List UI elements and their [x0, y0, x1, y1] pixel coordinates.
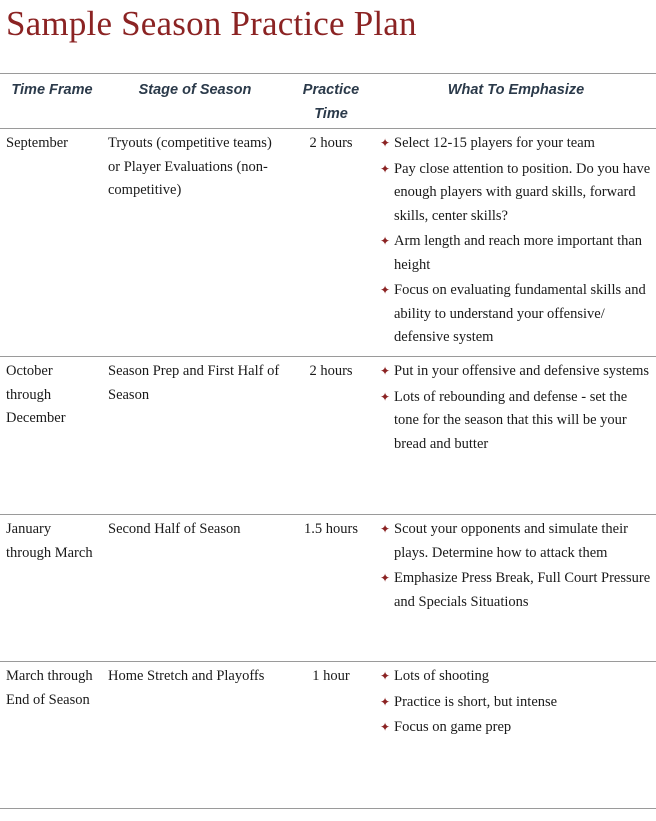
emphasis-cell: [380, 360, 652, 458]
four-pointed-star-icon: ✦: [380, 136, 391, 150]
emphasis-list: [380, 665, 652, 740]
list-item: [380, 132, 652, 156]
header-stage: Stage of Season: [138, 82, 252, 98]
practice-time-cell: 1.5 hours: [304, 521, 358, 537]
practice-time-cell: 1 hour: [312, 668, 350, 684]
list-item: [380, 230, 652, 277]
time-frame-cell: January through March: [6, 521, 93, 561]
header-emphasize: What To Emphasize: [447, 82, 585, 98]
emphasis-list: [380, 360, 652, 456]
emphasis-list: [380, 132, 652, 350]
four-pointed-star-icon: ✦: [380, 720, 391, 734]
header-time-frame: Time Frame: [11, 82, 93, 98]
practice-time-cell: 2 hours: [309, 135, 353, 151]
list-item: [380, 279, 652, 350]
row-rule: [0, 514, 656, 515]
row-rule: [0, 808, 656, 809]
four-pointed-star-icon: ✦: [380, 364, 391, 378]
time-frame-cell: March through End of Season: [6, 668, 93, 708]
list-item: [380, 716, 652, 740]
list-item: [380, 691, 652, 715]
list-item: [380, 665, 652, 689]
four-pointed-star-icon: ✦: [380, 571, 391, 585]
header-practice-time: Practice Time: [302, 82, 360, 122]
emphasis-text: Lots of rebounding and defense - set the tone for the season that this will be your bread and butter: [394, 388, 628, 452]
row-rule: [0, 661, 656, 662]
practice-time-cell: 2 hours: [309, 363, 353, 379]
emphasis-text: Lots of shooting: [394, 668, 490, 684]
four-pointed-star-icon: ✦: [380, 234, 391, 248]
emphasis-cell: [380, 665, 652, 742]
stage-cell: Season Prep and First Half of Season: [108, 363, 280, 403]
emphasis-text: Practice is short, but intense: [394, 693, 558, 710]
time-frame-cell: October through December: [6, 363, 66, 426]
row-rule: [0, 356, 656, 357]
four-pointed-star-icon: ✦: [380, 389, 391, 404]
emphasis-text: Scout your opponents and simulate their plays. Determine how to attack them: [394, 521, 628, 561]
emphasis-text: Focus on evaluating fundamental skills and ability to understand your offensive/ defensive system: [394, 282, 646, 345]
four-pointed-star-icon: ✦: [380, 161, 391, 176]
four-pointed-star-icon: ✦: [380, 669, 391, 683]
emphasis-cell: [380, 518, 652, 616]
stage-cell: Tryouts (competitive teams) or Player Evaluations (non-competitive): [108, 135, 272, 198]
emphasis-text: Emphasize Press Break, Full Court Pressure and Specials Situations: [394, 570, 651, 610]
emphasis-text: Put in your offensive and defensive systems: [394, 363, 650, 379]
header-top-rule: [0, 73, 656, 74]
four-pointed-star-icon: ✦: [380, 694, 391, 709]
list-item: [380, 567, 652, 614]
emphasis-text: Pay close attention to position. Do you have enough players with guard skills, forward skills, center skills?: [394, 160, 651, 224]
list-item: [380, 518, 652, 565]
four-pointed-star-icon: ✦: [380, 283, 391, 297]
stage-cell: Home Stretch and Playoffs: [108, 668, 265, 684]
time-frame-cell: September: [6, 135, 69, 151]
emphasis-text: Focus on game prep: [394, 719, 512, 735]
list-item: [380, 158, 652, 229]
emphasis-text: Select 12-15 players for your team: [394, 135, 595, 151]
page-title: Sample Season Practice Plan: [6, 4, 417, 43]
emphasis-cell: [380, 132, 652, 352]
emphasis-text: Arm length and reach more important than height: [394, 233, 643, 273]
emphasis-list: [380, 518, 652, 614]
list-item: [380, 386, 652, 457]
list-item: [380, 360, 652, 384]
four-pointed-star-icon: ✦: [380, 522, 391, 536]
stage-cell: Second Half of Season: [108, 521, 241, 537]
row-rule: [0, 128, 656, 129]
